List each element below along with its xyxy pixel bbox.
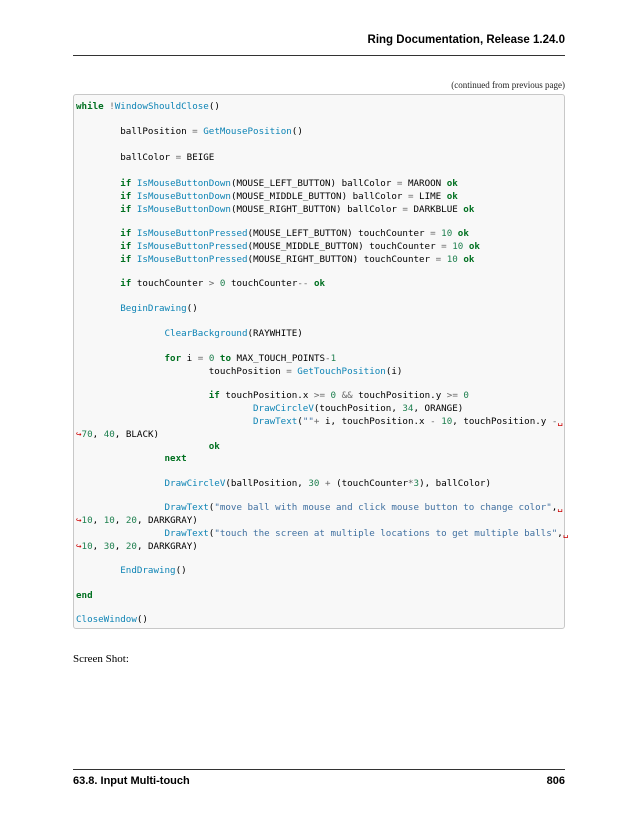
code-line-25: ↪10, 30, 20, DARKGRAY) <box>76 541 198 552</box>
code-line-17: DrawText(""+ i, touchPosition.x - 10, touchPosition.y -␣ <box>253 416 563 427</box>
code-line-9: if IsMouseButtonPressed(MOUSE_RIGHT_BUTTON) touchCounter = 10 ok <box>120 254 475 265</box>
code-line-5: if IsMouseButtonDown(MOUSE_MIDDLE_BUTTON) ballColor = LIME ok <box>120 191 458 202</box>
code-line-10: if touchCounter > 0 touchCounter-- ok <box>120 278 326 289</box>
code-line-27: end <box>76 590 93 601</box>
code-line-23: ↪10, 10, 20, DARKGRAY) <box>76 515 198 526</box>
code-line-18: ↪70, 40, BLACK) <box>76 429 160 440</box>
code-line-19: ok <box>208 441 220 452</box>
code-line-7: if IsMouseButtonPressed(MOUSE_LEFT_BUTTON) touchCounter = 10 ok <box>120 228 469 239</box>
code-line-15: if touchPosition.x >= 0 && touchPosition.y >= 0 <box>208 390 469 401</box>
code-line-12: ClearBackground(RAYWHITE) <box>164 328 303 339</box>
continued-note: (continued from previous page) <box>451 80 565 90</box>
code-line-14: touchPosition = GetTouchPosition(i) <box>76 366 403 377</box>
running-header-title: Ring Documentation, Release 1.24.0 <box>367 34 565 46</box>
code-line-11: BeginDrawing() <box>120 303 198 314</box>
code-line-26: EndDrawing() <box>120 565 187 576</box>
code-line-8: if IsMouseButtonPressed(MOUSE_MIDDLE_BUTTON) touchCounter = 10 ok <box>120 241 480 252</box>
code-line-28: CloseWindow() <box>76 614 148 625</box>
footer-section-title: 63.8. Input Multi-touch <box>73 775 190 787</box>
code-line-2: ballPosition = GetMousePosition() <box>76 126 303 137</box>
code-line-1: while !WindowShouldClose() <box>76 101 220 112</box>
header-rule <box>73 55 565 56</box>
code-line-21: DrawCircleV(ballPosition, 30 + (touchCounter*3), ballColor) <box>164 478 491 489</box>
code-line-24: DrawText("touch the screen at multiple locations to get multiple balls",␣ <box>164 528 569 539</box>
code-block <box>73 94 569 629</box>
footer-page-number: 806 <box>546 775 565 787</box>
code-line-22: DrawText("move ball with mouse and click mouse button to change color",␣ <box>164 502 563 513</box>
footer-rule <box>73 769 565 770</box>
code-line-3: ballColor = BEIGE <box>76 152 215 163</box>
screenshot-caption: Screen Shot: <box>73 653 129 665</box>
code-line-20: next <box>164 453 187 464</box>
code-line-6: if IsMouseButtonDown(MOUSE_RIGHT_BUTTON) ballColor = DARKBLUE ok <box>120 204 475 215</box>
code-line-13: for i = 0 to MAX_TOUCH_POINTS-1 <box>164 353 337 364</box>
code-line-16: DrawCircleV(touchPosition, 34, ORANGE) <box>253 403 464 414</box>
code-line-4: if IsMouseButtonDown(MOUSE_LEFT_BUTTON) ballColor = MAROON ok <box>120 178 458 189</box>
